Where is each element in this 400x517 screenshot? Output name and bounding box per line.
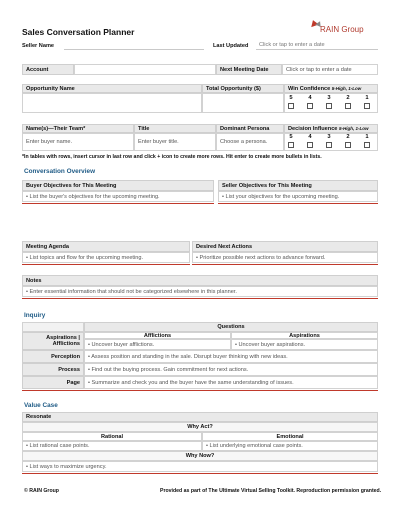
conversation-overview-title: Conversation Overview [24,168,96,175]
process-label: Process [22,363,84,376]
account-field[interactable] [74,64,216,75]
dominant-persona-header: Dominant Persona [216,124,284,133]
last-updated-underline [256,49,378,50]
aspirations-field[interactable]: • Uncover buyer aspirations. [231,339,378,350]
decision-influence-option-2[interactable]: 2 [345,134,351,148]
buyer-name-field[interactable]: Enter buyer name. [22,133,134,151]
footer-permission: Provided as part of The Ultimate Virtual Selling Toolkit. Reproduction permission granted. [160,488,382,494]
process-field[interactable]: • Find out the buying process. Gain commitment for next actions. [84,363,378,376]
desired-next-actions-header: Desired Next Actions [192,241,378,252]
decision-influence-header [284,124,378,133]
checkbox-icon[interactable] [345,103,351,109]
why-act-header: Why Act? [22,422,378,432]
account-label: Account [22,64,74,75]
win-confidence-label: Win Confidence [288,85,331,92]
win-confidence-scale: 5-High, 1-Low [331,86,362,91]
buyer-objectives-header: Buyer Objectives for This Meeting [22,180,214,191]
emotional-column-header: Emotional [202,432,378,441]
checkbox-icon[interactable] [326,142,332,148]
checkbox-icon[interactable] [364,103,370,109]
divider [192,264,378,265]
win-confidence-option-3[interactable]: 3 [326,95,332,109]
why-now-header: Why Now? [22,451,378,461]
aspirations-afflictions-label: Aspirations | Afflictions [22,332,84,350]
checkbox-icon[interactable] [307,103,313,109]
aspirations-column-header: Aspirations [231,332,378,339]
decision-influence-label: Decision Influence [288,125,338,132]
next-meeting-date-picker[interactable]: Click or tap to enter a date [282,64,378,75]
divider [22,473,378,474]
divider [22,264,190,265]
total-opportunity-header: Total Opportunity ($) [202,84,284,93]
decision-influence-option-4[interactable]: 4 [307,134,313,148]
checkbox-icon[interactable] [345,142,351,148]
win-confidence-option-4[interactable]: 4 [307,95,313,109]
table-instructions-note: *In tables with rows, insert cursor in last row and click + icon to create more rows. Hit enter to create more bullets in lists. [22,154,322,160]
perception-field[interactable]: • Assess position and standing in the sale. Disrupt buyer thinking with new ideas. [84,350,378,363]
last-updated-date-picker[interactable]: Click or tap to enter a date [259,42,325,48]
why-now-field[interactable]: • List ways to maximize urgency. [22,461,378,472]
afflictions-column-header: Afflictions [84,332,231,339]
win-confidence-option-2[interactable]: 2 [345,95,351,109]
decision-influence-scale: 5-High, 1-Low [339,126,369,131]
resonate-header: Resonate [22,412,378,422]
perception-label: Perception [22,350,84,363]
notes-field[interactable]: • Enter essential information that should not be categorized elsewhere in this planner. [22,286,378,297]
win-confidence-header [284,84,378,93]
questions-header: Questions [84,322,378,332]
desired-next-actions-field[interactable]: • Prioritize possible next actions to advance forward. [192,252,378,263]
divider [218,203,378,204]
rational-column-header: Rational [22,432,202,441]
checkbox-icon[interactable] [307,142,313,148]
meeting-agenda-field[interactable]: • List topics and flow for the upcoming meeting. [22,252,190,263]
persona-dropdown[interactable]: Choose a persona. [216,133,284,151]
last-updated-label: Last Updated [213,43,249,49]
decision-influence-option-3[interactable]: 3 [326,134,332,148]
page-label: Page [22,376,84,389]
checkbox-icon[interactable] [364,142,370,148]
notes-header: Notes [22,275,378,286]
page-field[interactable]: • Summarize and check you and the buyer have the same understanding of issues. [84,376,378,389]
meeting-agenda-header: Meeting Agenda [22,241,190,252]
rational-field[interactable]: • List rational case points. [22,441,202,451]
team-title-header: Title [134,124,216,133]
value-case-title: Value Case [24,402,58,409]
decision-influence-option-5[interactable]: 5 [288,134,294,148]
inquiry-corner-cell [22,322,84,332]
seller-name-label: Seller Name [22,43,55,49]
seller-objectives-field[interactable]: • List your objectives for the upcoming meeting. [218,191,378,202]
divider [22,298,378,299]
inquiry-title: Inquiry [24,312,46,319]
page-title: Sales Conversation Planner [22,27,135,37]
total-opportunity-field[interactable] [202,93,284,113]
team-name-header: Name(s)—Their Team* [22,124,134,133]
buyer-title-field[interactable]: Enter buyer title. [134,133,216,151]
divider [22,390,378,391]
afflictions-field[interactable]: • Uncover buyer afflictions. [84,339,231,350]
divider [22,203,214,204]
win-confidence-option-1[interactable]: 1 [364,95,370,109]
next-meeting-label: Next Meeting Date [216,64,282,75]
checkbox-icon[interactable] [288,142,294,148]
emotional-field[interactable]: • List underlying emotional case points. [202,441,378,451]
seller-objectives-header: Seller Objectives for This Meeting [218,180,378,191]
win-confidence-option-5[interactable]: 5 [288,95,294,109]
opportunity-name-header: Opportunity Name [22,84,202,93]
checkbox-icon[interactable] [288,103,294,109]
decision-influence-option-1[interactable]: 1 [364,134,370,148]
checkbox-icon[interactable] [326,103,332,109]
seller-name-field[interactable] [64,49,204,50]
logo-text: RAIN Group [320,25,364,34]
rain-group-logo [306,20,378,36]
opportunity-name-field[interactable] [22,93,202,113]
footer-copyright: © RAIN Group [24,488,59,494]
buyer-objectives-field[interactable]: • List the buyer's objectives for the upcoming meeting. [22,191,214,202]
